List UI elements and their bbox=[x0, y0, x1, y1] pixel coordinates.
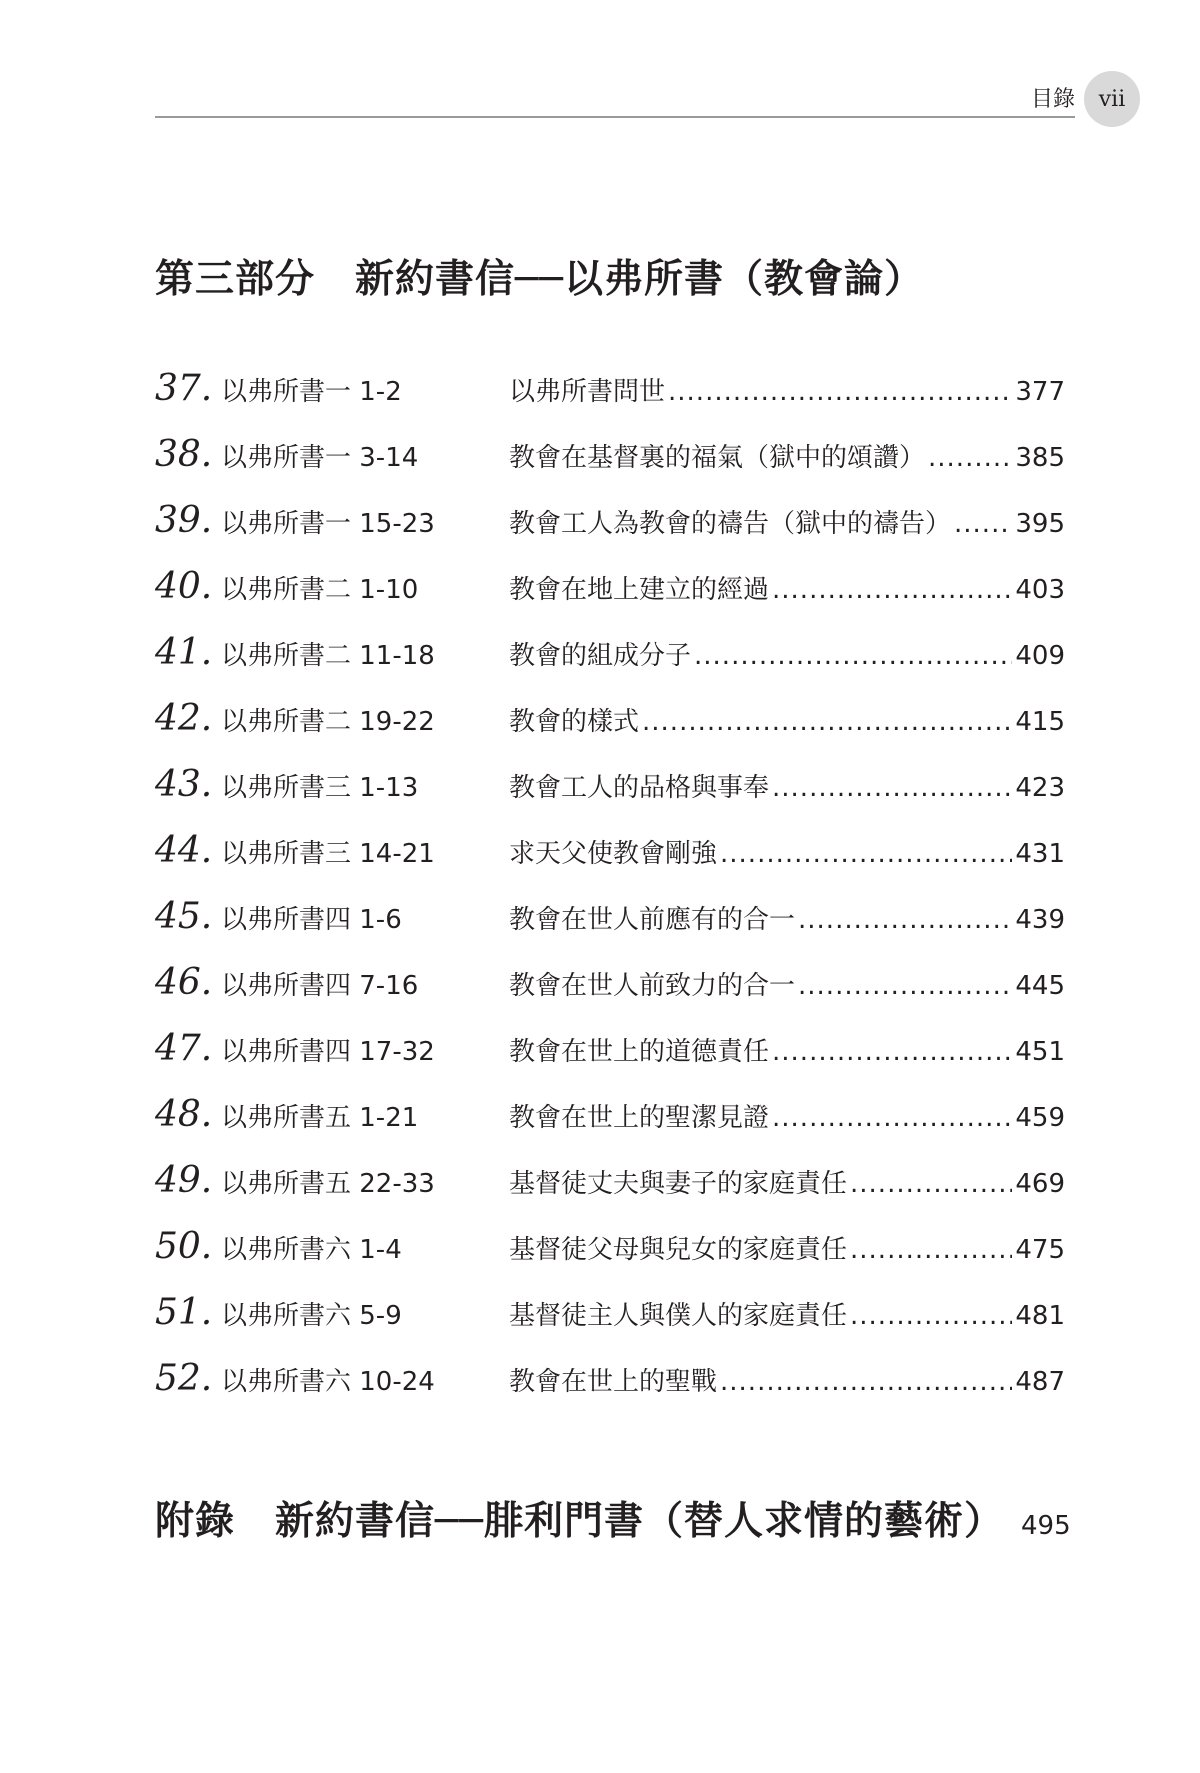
lesson-line bbox=[509, 569, 1065, 606]
page-number: 481 bbox=[1015, 1301, 1065, 1331]
lesson-title: 教會在世上的聖潔見證 bbox=[509, 1103, 770, 1133]
page-number-badge: vii bbox=[1084, 71, 1140, 127]
toc-entry[interactable] bbox=[155, 1160, 1065, 1226]
page-number: 395 bbox=[1015, 509, 1065, 539]
scripture-reference: 以弗所書三 14-21 bbox=[221, 839, 435, 869]
scripture-reference: 以弗所書二 11-18 bbox=[221, 641, 435, 671]
appendix-heading bbox=[155, 1490, 1004, 1546]
lesson-line bbox=[509, 1295, 1065, 1332]
entry-number: 38. bbox=[155, 434, 213, 475]
scripture-reference: 以弗所書二 1-10 bbox=[221, 575, 419, 605]
lesson-line bbox=[509, 371, 1065, 408]
lesson-title: 教會在基督裏的福氣（獄中的頌讚） bbox=[509, 443, 926, 473]
dot-leader bbox=[642, 707, 1012, 737]
dot-leader bbox=[954, 509, 1012, 539]
dot-leader bbox=[772, 1103, 1012, 1133]
page-number: 475 bbox=[1015, 1235, 1065, 1265]
entry-number: 42. bbox=[155, 698, 213, 739]
toc-entry[interactable] bbox=[155, 1358, 1065, 1424]
scripture-reference: 以弗所書一 15-23 bbox=[221, 509, 435, 539]
toc-entry[interactable] bbox=[155, 1094, 1065, 1160]
page-number: 423 bbox=[1015, 773, 1065, 803]
lesson-title: 教會在世人前致力的合一 bbox=[509, 971, 796, 1001]
toc-entry[interactable] bbox=[155, 764, 1065, 830]
toc-entry[interactable] bbox=[155, 698, 1065, 764]
lesson-title: 教會工人為教會的禱告（獄中的禱告） bbox=[509, 509, 952, 539]
entry-number: 40. bbox=[155, 566, 213, 607]
lesson-title: 教會在世上的聖戰 bbox=[509, 1367, 718, 1397]
lesson-title: 以弗所書問世 bbox=[509, 377, 666, 407]
dot-leader bbox=[850, 1169, 1012, 1199]
page-number: 451 bbox=[1015, 1037, 1065, 1067]
page-number: 459 bbox=[1015, 1103, 1065, 1133]
lesson-title: 教會在世人前應有的合一 bbox=[509, 905, 796, 935]
lesson-line bbox=[509, 701, 1065, 738]
scripture-reference: 以弗所書五 1-21 bbox=[221, 1103, 419, 1133]
appendix-page: 495 bbox=[1020, 1511, 1071, 1541]
dot-leader bbox=[772, 773, 1012, 803]
toc-entry[interactable] bbox=[155, 896, 1065, 962]
page-number: 487 bbox=[1015, 1367, 1065, 1397]
scripture-reference: 以弗所書一 3-14 bbox=[221, 443, 419, 473]
lesson-line bbox=[509, 1097, 1065, 1134]
lesson-title: 基督徒父母與兒女的家庭責任 bbox=[509, 1235, 848, 1265]
page-number: 469 bbox=[1015, 1169, 1065, 1199]
page-number: 409 bbox=[1015, 641, 1065, 671]
toc-entry[interactable] bbox=[155, 566, 1065, 632]
lesson-line bbox=[509, 635, 1065, 672]
toc-entry[interactable] bbox=[155, 1226, 1065, 1292]
lesson-title: 求天父使教會剛強 bbox=[509, 839, 718, 869]
dot-leader bbox=[772, 575, 1012, 605]
entry-number: 39. bbox=[155, 500, 213, 541]
appendix-title: 新約書信──腓利門書（替人求情的藝術） bbox=[275, 1499, 1004, 1544]
page-number: 403 bbox=[1015, 575, 1065, 605]
lesson-title: 教會的樣式 bbox=[509, 707, 640, 737]
dot-leader bbox=[850, 1301, 1012, 1331]
toc-entry[interactable] bbox=[155, 632, 1065, 698]
lesson-line bbox=[509, 1163, 1065, 1200]
section-heading bbox=[155, 248, 924, 304]
toc-entry[interactable] bbox=[155, 500, 1065, 566]
dot-leader bbox=[850, 1235, 1012, 1265]
dot-leader bbox=[720, 839, 1012, 869]
lesson-title: 教會的組成分子 bbox=[509, 641, 692, 671]
lesson-line bbox=[509, 503, 1065, 540]
section-label: 第三部分 bbox=[155, 257, 316, 302]
lesson-line bbox=[509, 1031, 1065, 1068]
toc-entry[interactable] bbox=[155, 1292, 1065, 1358]
lesson-line bbox=[509, 1361, 1065, 1398]
lesson-title: 基督徒丈夫與妻子的家庭責任 bbox=[509, 1169, 848, 1199]
entry-number: 48. bbox=[155, 1094, 213, 1135]
entry-number: 51. bbox=[155, 1292, 213, 1333]
header-title: 目錄 bbox=[1030, 87, 1075, 112]
entry-number: 41. bbox=[155, 632, 213, 673]
scripture-reference: 以弗所書六 5-9 bbox=[221, 1301, 402, 1331]
lesson-line bbox=[509, 767, 1065, 804]
page-number: 385 bbox=[1015, 443, 1065, 473]
toc-entry[interactable] bbox=[155, 962, 1065, 1028]
lesson-title: 教會在世上的道德責任 bbox=[509, 1037, 770, 1067]
scripture-reference: 以弗所書四 1-6 bbox=[221, 905, 402, 935]
scripture-reference: 以弗所書二 19-22 bbox=[221, 707, 435, 737]
dot-leader bbox=[668, 377, 1012, 407]
lesson-title: 教會在地上建立的經過 bbox=[509, 575, 770, 605]
section-title: 新約書信──以弗所書（教會論） bbox=[355, 257, 924, 302]
scripture-reference: 以弗所書六 1-4 bbox=[221, 1235, 402, 1265]
scripture-reference: 以弗所書四 7-16 bbox=[221, 971, 419, 1001]
entry-number: 49. bbox=[155, 1160, 213, 1201]
lesson-line bbox=[509, 965, 1065, 1002]
dot-leader bbox=[720, 1367, 1012, 1397]
page-number: 445 bbox=[1015, 971, 1065, 1001]
entry-number: 45. bbox=[155, 896, 213, 937]
scripture-reference: 以弗所書一 1-2 bbox=[221, 377, 402, 407]
dot-leader bbox=[694, 641, 1012, 671]
entry-number: 47. bbox=[155, 1028, 213, 1069]
toc-entry[interactable] bbox=[155, 830, 1065, 896]
entry-number: 43. bbox=[155, 764, 213, 805]
toc-entry[interactable] bbox=[155, 1028, 1065, 1094]
dot-leader bbox=[798, 971, 1012, 1001]
lesson-title: 基督徒主人與僕人的家庭責任 bbox=[509, 1301, 848, 1331]
scripture-reference: 以弗所書六 10-24 bbox=[221, 1367, 435, 1397]
entry-number: 50. bbox=[155, 1226, 213, 1267]
dot-leader bbox=[928, 443, 1012, 473]
scripture-reference: 以弗所書三 1-13 bbox=[221, 773, 419, 803]
table-of-contents bbox=[155, 368, 1065, 1424]
appendix-label: 附錄 bbox=[155, 1499, 236, 1544]
entry-number: 37. bbox=[155, 368, 213, 409]
dot-leader bbox=[772, 1037, 1012, 1067]
lesson-line bbox=[509, 899, 1065, 936]
entry-number: 46. bbox=[155, 962, 213, 1003]
toc-entry[interactable] bbox=[155, 368, 1065, 434]
page-number: 431 bbox=[1015, 839, 1065, 869]
running-header bbox=[155, 80, 1075, 118]
lesson-line bbox=[509, 833, 1065, 870]
toc-entry[interactable] bbox=[155, 434, 1065, 500]
lesson-title: 教會工人的品格與事奉 bbox=[509, 773, 770, 803]
scripture-reference: 以弗所書四 17-32 bbox=[221, 1037, 435, 1067]
dot-leader bbox=[798, 905, 1012, 935]
entry-number: 44. bbox=[155, 830, 213, 871]
page-number: 415 bbox=[1015, 707, 1065, 737]
page-number: 439 bbox=[1015, 905, 1065, 935]
appendix-entry[interactable] bbox=[155, 1490, 1071, 1546]
scripture-reference: 以弗所書五 22-33 bbox=[221, 1169, 435, 1199]
lesson-line bbox=[509, 1229, 1065, 1266]
lesson-line bbox=[509, 437, 1065, 474]
page-number: 377 bbox=[1015, 377, 1065, 407]
entry-number: 52. bbox=[155, 1358, 213, 1399]
